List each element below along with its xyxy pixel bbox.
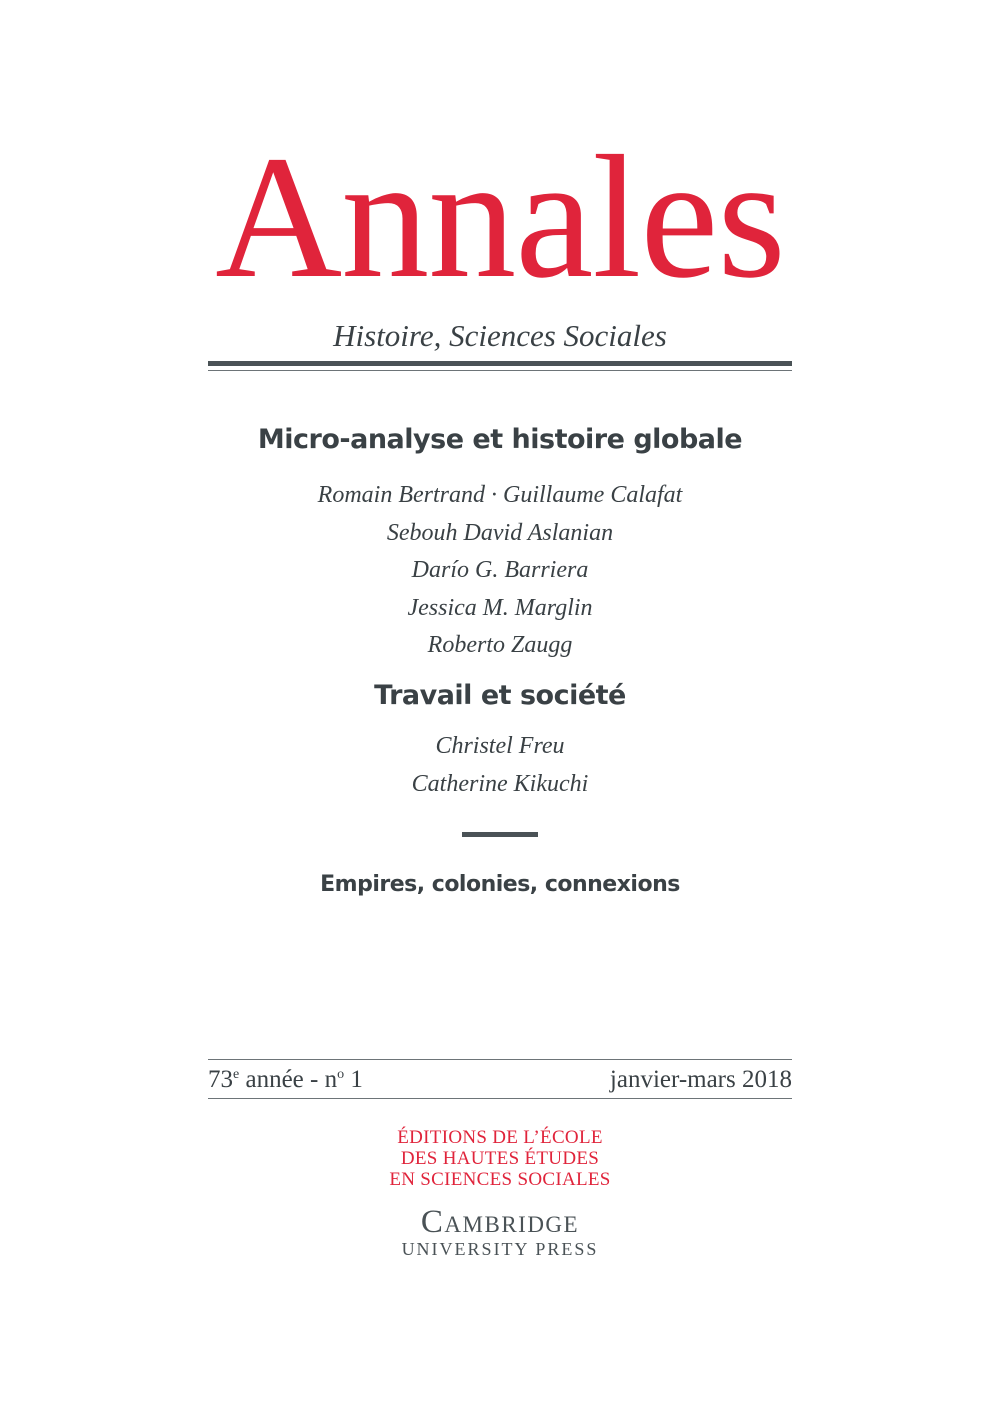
section-authors [0, 728, 1000, 803]
journal-title: Annales [215, 120, 785, 315]
author-line: Christel Freu [435, 733, 565, 759]
issue-rule-top [208, 1059, 792, 1060]
author-line: Roberto Zaugg [427, 632, 573, 658]
cambridge-logo-press: UNIVERSITY PRESS [401, 1239, 599, 1259]
publisher-line: DES HAUTES ÉTUDES [400, 1148, 600, 1169]
author-line: Romain Bertrand · Guillaume Calafat [317, 482, 683, 508]
author-line: Jessica M. Marglin [407, 594, 593, 621]
author-line: Darío G. Barriera [411, 557, 589, 583]
section-authors [0, 477, 1000, 665]
ehess-publisher [0, 1127, 1000, 1190]
journal-subtitle: Histoire, Sciences Sociales [333, 318, 667, 353]
publisher-line: EN SCIENCES SOCIALES [389, 1169, 611, 1190]
author-line: Sebouh David Aslanian [386, 519, 614, 546]
section-divider [462, 832, 538, 837]
cambridge-logo-name: Cambridge [420, 1204, 580, 1240]
section-title: Micro-analyse et histoire globale [257, 424, 743, 455]
issue-number: 73e année - $n^o$ 1 [208, 1066, 363, 1093]
rubric-title: Empires, colonies, connexions [320, 872, 680, 897]
header-rule-thick [208, 361, 792, 366]
header-rule-thin [208, 370, 792, 371]
publisher-line: ÉDITIONS DE L’ÉCOLE [397, 1127, 603, 1148]
section-title: Travail et société [374, 680, 626, 711]
issue-rule-bottom [208, 1098, 792, 1099]
author-line: Catherine Kikuchi [411, 770, 589, 797]
issue-date: janvier-mars 2018 [609, 1066, 792, 1093]
